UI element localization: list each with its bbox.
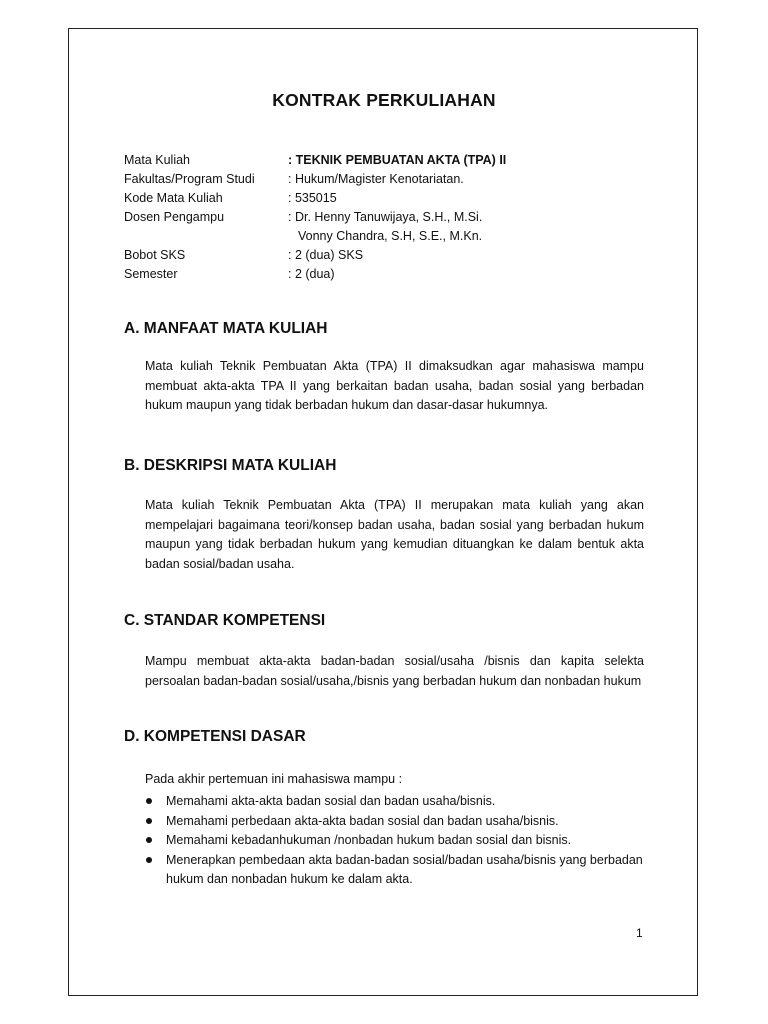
section-b-heading: B. DESKRIPSI MATA KULIAH — [124, 457, 337, 474]
page-number: 1 — [636, 926, 643, 940]
course-name-label: Mata Kuliah — [124, 153, 191, 167]
lecturer-label: Dosen Pengampu — [124, 210, 225, 224]
list-item — [145, 792, 645, 812]
list-item — [145, 831, 645, 851]
faculty-value: : Hukum/Magister Kenotariatan. — [288, 172, 464, 186]
semester-value: : 2 (dua) — [288, 267, 335, 281]
credits-label: Bobot SKS — [124, 248, 186, 262]
list-item-text: Memahami akta-akta badan sosial dan badan usaha/bisnis. — [166, 794, 496, 808]
bullet-icon — [146, 798, 152, 804]
semester-label: Semester — [124, 267, 178, 281]
course-name-value: : TEKNIK PEMBUATAN AKTA (TPA) II — [288, 153, 507, 167]
lecturer-value-1: : Dr. Henny Tanuwijaya, S.H., M.Si. — [288, 210, 483, 224]
lecturer-value-2: Vonny Chandra, S.H, S.E., M.Kn. — [298, 229, 483, 243]
section-c-heading: C. STANDAR KOMPETENSI — [124, 612, 326, 629]
bullet-icon — [146, 818, 152, 824]
section-d-intro: Pada akhir pertemuan ini mahasiswa mampu : — [145, 772, 403, 786]
course-code-label: Kode Mata Kuliah — [124, 191, 223, 205]
document-title: KONTRAK PERKULIAHAN — [272, 90, 496, 110]
credits-value: : 2 (dua) SKS — [288, 248, 364, 262]
section-b-text: Mata kuliah Teknik Pembuatan Akta (TPA) II merupakan mata kuliah yang akan mempelajari bagaimana teori/konsep badan usaha, badan sosial yang berbadan hukum maupun yang tidak berbadan hukum yang kemudian dituangkan ke dalam bentuk akta badan sosial/badan usaha. — [145, 498, 644, 571]
bullet-icon — [146, 857, 152, 863]
faculty-label: Fakultas/Program Studi — [124, 172, 255, 186]
list-item-text: Menerapkan pembedaan akta badan-badan sosial/badan usaha/bisnis yang berbadan hukum dan nonbadan hukum ke dalam akta. — [166, 852, 643, 886]
section-c-text: Mampu membuat akta-akta badan-badan sosial/usaha /bisnis dan kapita selekta persoalan badan-badan sosial/usaha,/bisnis yang berbadan hukum dan nonbadan hukum — [145, 654, 644, 688]
section-a-heading: A. MANFAAT MATA KULIAH — [124, 320, 328, 337]
list-item — [145, 851, 645, 890]
bullet-icon — [146, 837, 152, 843]
list-item-text: Memahami kebadanhukuman /nonbadan hukum badan sosial dan bisnis. — [166, 833, 572, 847]
section-d-heading: D. KOMPETENSI DASAR — [124, 728, 306, 745]
list-item-text: Memahami perbedaan akta-akta badan sosial dan badan usaha/bisnis. — [166, 813, 559, 828]
competency-list — [145, 792, 645, 890]
course-code-value: : 535015 — [288, 191, 337, 205]
list-item — [145, 812, 645, 832]
section-a-text: Mata kuliah Teknik Pembuatan Akta (TPA) II dimaksudkan agar mahasiswa mampu membuat akta-akta TPA II yang berkaitan badan usaha, badan sosial yang berbadan hukum maupun yang tidak berbadan hukum dan dasar-dasar hukumnya. — [145, 359, 644, 412]
